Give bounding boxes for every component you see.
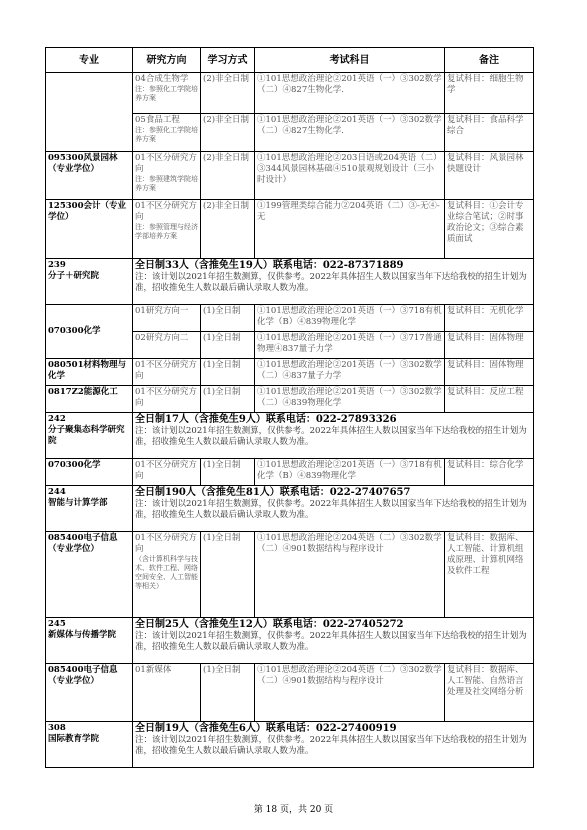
table-row (46, 359, 534, 386)
department-row (46, 259, 534, 305)
mode-cell: (1)全日制 (201, 305, 255, 332)
exam-cell: ①101思想政治理论②201英语（一）③718有机化学（B）④839物理化学 (255, 459, 445, 486)
department-code: 308 (48, 723, 66, 733)
mode-cell: (1)全日制 (201, 664, 255, 722)
direction-cell (133, 532, 201, 618)
exam-cell: ①101思想政治理论②201英语（一）③302数学（二）④839物理化学 (255, 386, 445, 413)
direction-label: 01不区分研究方向 (135, 153, 197, 174)
department-name-cell (46, 618, 133, 664)
remark-cell: 复试科目：固体物理 (445, 359, 534, 386)
mode-cell: (2)非全日制 (201, 114, 255, 152)
major-cell: 085400电子信息（专业学位） (46, 532, 133, 618)
direction-cell (133, 200, 201, 259)
mode-cell: (2)非全日制 (201, 152, 255, 200)
remark-cell: 复试科目：综合化学 (445, 459, 534, 486)
department-row (46, 486, 534, 532)
department-info-cell (133, 722, 534, 768)
department-row (46, 722, 534, 768)
table-row (46, 664, 534, 722)
department-name: 国际教育学院 (48, 734, 100, 744)
department-name-cell (46, 259, 133, 305)
department-name-cell (46, 722, 133, 768)
department-name: 分子＋研究院 (48, 271, 100, 281)
department-name: 智能与计算学部 (48, 498, 108, 508)
header-row (46, 48, 534, 73)
major-cell: 095300风景园林（专业学位） (46, 152, 133, 200)
direction-note: 注：参照建筑学院培养方案 (135, 175, 198, 192)
department-name-cell (46, 413, 133, 459)
department-code: 239 (48, 260, 66, 270)
mode-cell: (1)全日制 (201, 386, 255, 413)
department-quota: 全日制25人（含推免生12人）联系电话：022-27405272 (135, 619, 404, 630)
exam-cell: ①101思想政治理论②201英语（一）③717普通物理④837量子力学 (255, 332, 445, 359)
direction-label: 05食品工程 (135, 115, 180, 125)
table-row (46, 305, 534, 332)
table-row (46, 386, 534, 413)
department-code: 245 (48, 619, 66, 629)
department-note: 注：该计划以2021年招生数测算，仅供参考。2022年具体招生人数以国家当年下达给我校的招生计划为准，招收推免生人数以最后确认录取人数为准。 (135, 631, 527, 652)
header-remark: 备注 (445, 48, 534, 73)
direction-cell (133, 73, 201, 114)
header-exam: 考试科目 (255, 48, 445, 73)
direction-cell: 01不区分研究方向 (133, 386, 201, 413)
header-study-mode: 学习方式 (201, 48, 255, 73)
page-number: 第 18 页，共 20 页 (253, 805, 334, 815)
direction-cell: 01不区分研究方向 (133, 359, 201, 386)
remark-cell: 复试科目：数据库、人工智能、自然语言处理及社交网络分析 (445, 664, 534, 722)
department-info-cell (133, 259, 534, 305)
department-row (46, 413, 534, 459)
department-code: 244 (48, 487, 66, 497)
department-note: 注：该计划以2021年招生数测算，仅供参考。2022年具体招生人数以国家当年下达给我校的招生计划为准，招收推免生人数以最后确认录取人数为准。 (135, 272, 527, 293)
direction-cell (133, 114, 201, 152)
exam-cell: ①101思想政治理论②201英语（一）③302数学（二）④827生物化学. (255, 114, 445, 152)
exam-cell: ①199管理类综合能力②204英语（二）③-无④-无 (255, 200, 445, 259)
department-quota: 全日制17人（含推免生9人）联系电话：022-27893326 (135, 414, 397, 425)
remark-cell: 复试科目：①会计专业综合笔试；②时事政治论文；③综合素质面试 (445, 200, 534, 259)
table-row (46, 73, 534, 114)
department-info-cell (133, 413, 534, 459)
table-row (46, 532, 534, 618)
direction-cell: 01新媒体 (133, 664, 201, 722)
mode-cell: (2)非全日制 (201, 200, 255, 259)
admission-catalog-table (45, 47, 534, 768)
mode-cell: (1)全日制 (201, 332, 255, 359)
header-direction: 研究方向 (133, 48, 201, 73)
remark-cell: 复试科目：固体物理 (445, 332, 534, 359)
department-note: 注：该计划以2021年招生数测算，仅供参考。2022年具体招生人数以国家当年下达给我校的招生计划为准，招收推免生人数以最后确认录取人数为准。 (135, 499, 527, 520)
direction-note: 注：参照管理与经济学部培养方案 (135, 223, 198, 240)
department-row (46, 618, 534, 664)
department-code: 242 (48, 414, 66, 424)
exam-cell: ①101思想政治理论②204英语（二）③302数学（二）④901数据结构与程序设计 (255, 532, 445, 618)
major-cell: 0817Z2能源化工 (46, 386, 133, 413)
major-cell: 125300会计（专业学位） (46, 200, 133, 259)
exam-cell: ①101思想政治理论②203日语或204英语（二）③344风景园林基础④510景观规划设计（三小时设计） (255, 152, 445, 200)
direction-label: 01不区分研究方向 (135, 533, 197, 554)
table-row (46, 459, 534, 486)
remark-cell: 复试科目：数据库、人工智能、计算机组成原理、计算机网络及软件工程 (445, 532, 534, 618)
mode-cell: (2)非全日制 (201, 73, 255, 114)
department-quota: 全日制19人（含推免生6人）联系电话：022-27400919 (135, 723, 397, 734)
remark-cell: 复试科目：反应工程 (445, 386, 534, 413)
direction-label: 01不区分研究方向 (135, 201, 197, 222)
direction-cell: 01研究方向一 (133, 305, 201, 332)
major-cell: 080501材料物理与化学 (46, 359, 133, 386)
remark-cell: 复试科目：无机化学 (445, 305, 534, 332)
direction-cell (133, 152, 201, 200)
remark-cell: 复试科目：细胞生物学 (445, 73, 534, 114)
department-note: 注：该计划以2021年招生数测算，仅供参考。2022年具体招生人数以国家当年下达给我校的招生计划为准，招收推免生人数以最后确认录取人数为准。 (135, 735, 527, 756)
exam-cell: ①101思想政治理论②201英语（一）③718有机化学（B）④839物理化学 (255, 305, 445, 332)
department-name-cell (46, 486, 133, 532)
major-cell: 085400电子信息（专业学位） (46, 664, 133, 722)
mode-cell: (1)全日制 (201, 532, 255, 618)
department-quota: 全日制190人（含推免生81人）联系电话：022-27407657 (135, 487, 411, 498)
direction-cell: 01不区分研究方向 (133, 459, 201, 486)
table-row (46, 152, 534, 200)
department-name: 新媒体与传播学院 (48, 630, 117, 640)
department-info-cell (133, 618, 534, 664)
direction-note: 注：参照化工学院培养方案 (135, 126, 198, 143)
exam-cell: ①101思想政治理论②201英语（一）③302数学（二）④827生物化学. (255, 73, 445, 114)
department-quota: 全日制33人（含推免生19人）联系电话：022-87371889 (135, 260, 404, 271)
header-major: 专业 (46, 48, 133, 73)
direction-cell: 02研究方向二 (133, 332, 201, 359)
remark-cell: 复试科目：风景园林快题设计 (445, 152, 534, 200)
direction-note: 注：参照化工学院培养方案 (135, 85, 198, 102)
exam-cell: ①101思想政治理论②201英语（一）③302数学（二）④837量子力学 (255, 359, 445, 386)
mode-cell: (1)全日制 (201, 459, 255, 486)
department-note: 注：该计划以2021年招生数测算，仅供参考。2022年具体招生人数以国家当年下达给我校的招生计划为准，招收推免生人数以最后确认录取人数为准。 (135, 426, 527, 447)
direction-note: （含计算机科学与技术、软件工程、网络空间安全、人工智能等相关） (135, 555, 198, 590)
exam-cell: ①101思想政治理论②204英语（二）③302数学（二）④901数据结构与程序设计 (255, 664, 445, 722)
major-cell: 070300化学 (46, 459, 133, 486)
direction-label: 04合成生物学 (135, 74, 189, 84)
department-name: 分子聚集态科学研究院 (48, 425, 125, 446)
major-cell (46, 73, 133, 152)
remark-cell: 复试科目：食品科学综合 (445, 114, 534, 152)
major-cell: 070300化学 (46, 305, 133, 359)
department-info-cell (133, 486, 534, 532)
table-row (46, 200, 534, 259)
mode-cell: (1)全日制 (201, 359, 255, 386)
